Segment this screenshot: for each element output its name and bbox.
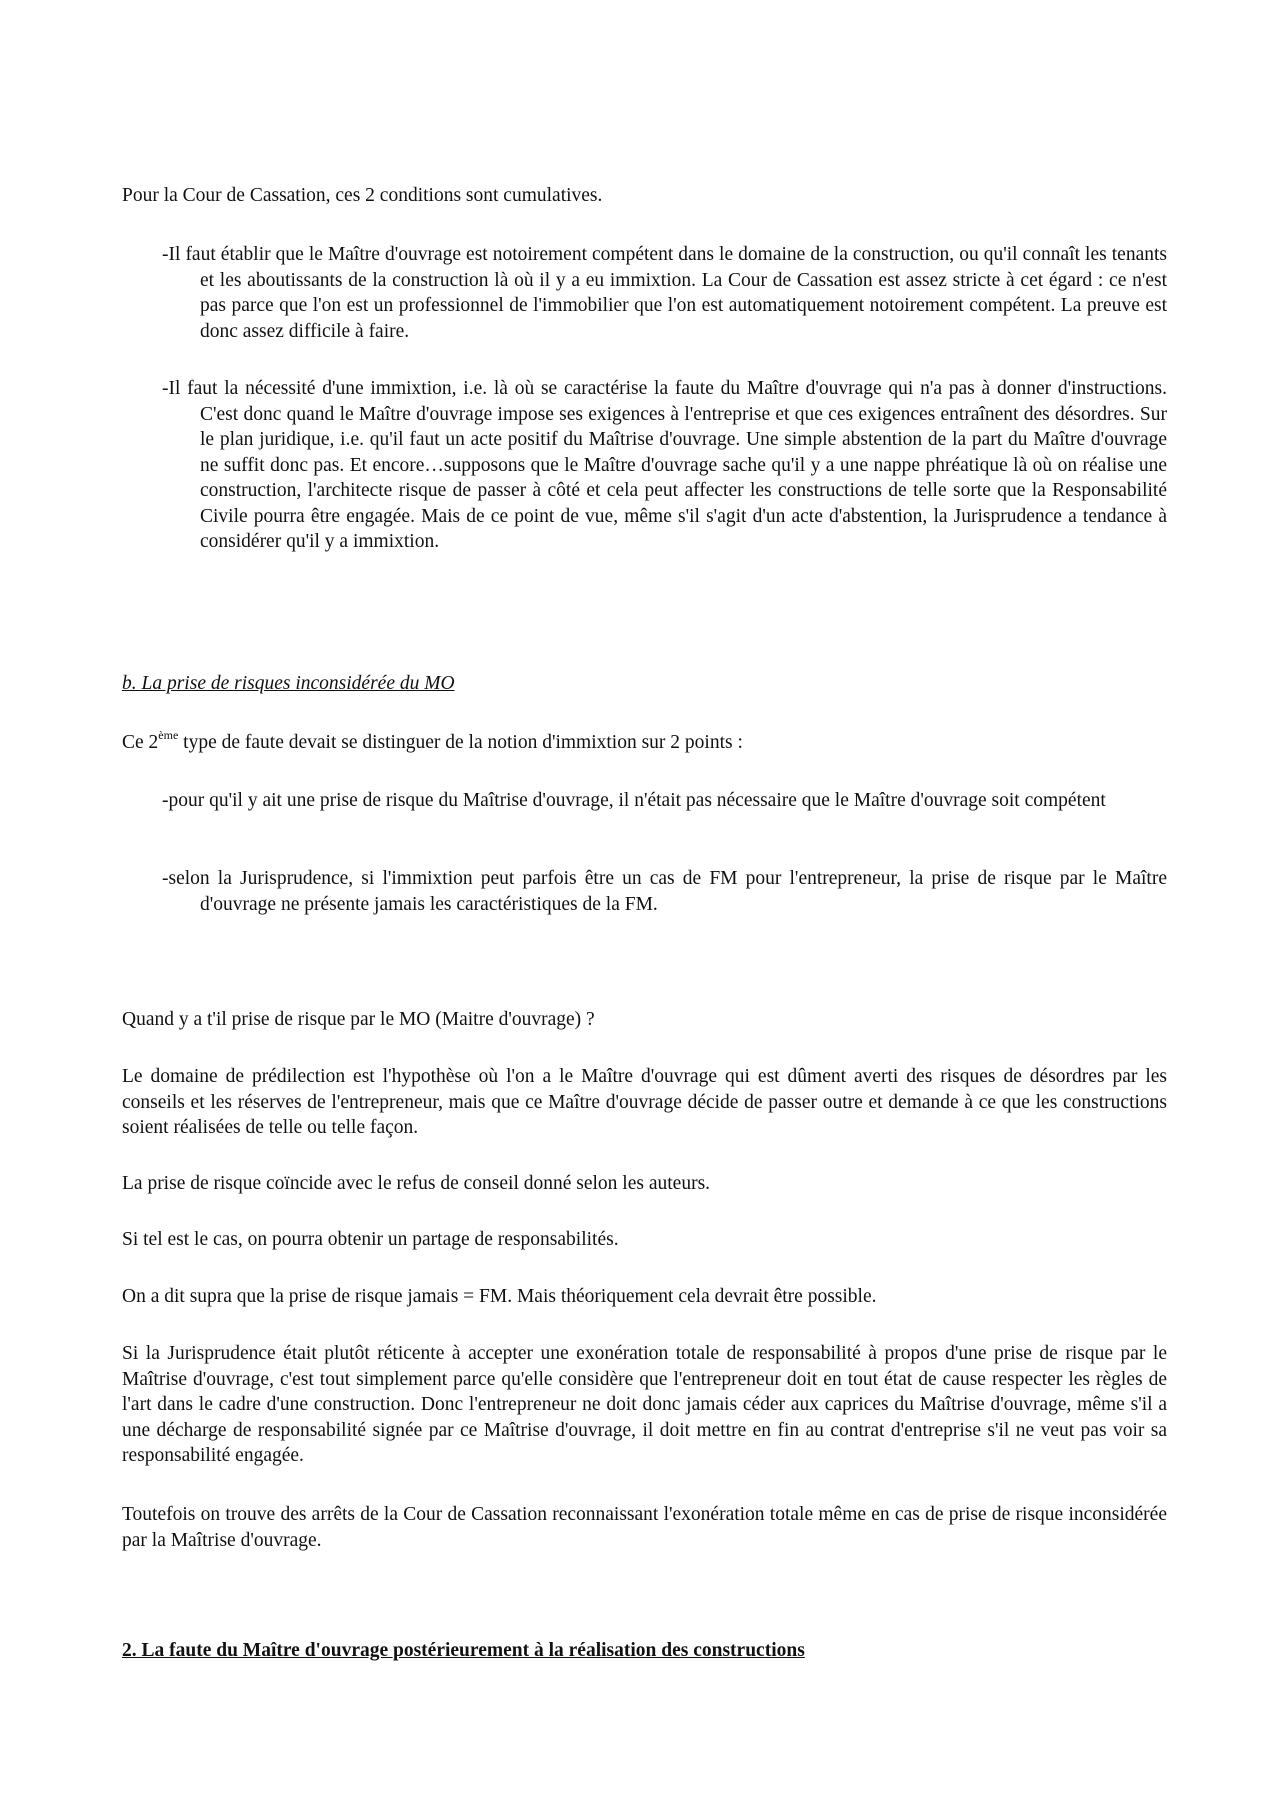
subheading-prise-de-risques: b. La prise de risques inconsidérée du MO — [122, 673, 455, 694]
paragraph-supra: On a dit supra que la prise de risque jamais = FM. Mais théoriquement cela devrait être possible. — [122, 1286, 877, 1307]
paragraph-domaine: Le domaine de prédilection est l'hypothèse où l'on a le Maître d'ouvrage qui est dûment averti des risques de désordres par les conseils et les réserves de l'entrepreneur, mais que ce Maître d'ouvrage décide de passer outre et demande à ce que les constructions soient réalisées de telle ou telle façon. — [122, 1066, 1167, 1138]
paragraph-toutefois: Toutefois on trouve des arrêts de la Cour de Cassation reconnaissant l'exonération totale même en cas de prise de risque inconsidérée par la Maîtrise d'ouvrage. — [122, 1504, 1167, 1551]
ordinal-superscript: ème — [158, 727, 179, 742]
paragraph-question: Quand y a t'il prise de risque par le MO (Maitre d'ouvrage) ? — [122, 1009, 595, 1030]
list-item-competence: -Il faut établir que le Maître d'ouvrage est notoirement compétent dans le domaine de la construction, ou qu'il connaît les tenants et les aboutissants de la construction là où il y a eu immixtion. La Cour de Cassation est assez stricte à cet égard : ce n'est pas parce que l'on est un professionnel de l'immobilier que l'on est automatiquement notoirement compétent. La preuve est donc assez difficile à faire. — [162, 244, 1167, 342]
paragraph-ce-2eme — [122, 727, 1167, 756]
paragraph-ce-2eme-start: Ce 2 — [122, 732, 159, 753]
paragraph-jurisprudence: Si la Jurisprudence était plutôt réticente à accepter une exonération totale de responsabilité à propos d'une prise de risque par le Maîtrise d'ouvrage, c'est tout simplement parce qu'elle considère que l'entrepreneur doit en tout état de cause respecter les règles de l'art dans le cadre d'une construction. Donc l'entrepreneur ne doit donc jamais céder aux caprices du Maîtrise d'ouvrage, même s'il a une décharge de responsabilité signée par ce Maîtrise d'ouvrage, il doit mettre en fin au contrat d'entreprise s'il ne veut pas voir sa responsabilité engagée. — [122, 1343, 1167, 1466]
list-item-pas-competent: -pour qu'il y ait une prise de risque du Maîtrise d'ouvrage, il n'était pas nécessaire que le Maître d'ouvrage soit compétent — [162, 790, 1106, 811]
section-heading-2: 2. La faute du Maître d'ouvrage postérieurement à la réalisation des constructions — [122, 1640, 805, 1661]
paragraph-ce-2eme-end: type de faute devait se distinguer de la notion d'immixtion sur 2 points : — [178, 732, 743, 753]
paragraph-partage: Si tel est le cas, on pourra obtenir un partage de responsabilités. — [122, 1229, 619, 1250]
list-item-immixtion: -Il faut la nécessité d'une immixtion, i.e. là où se caractérise la faute du Maître d'ouvrage qui n'a pas à donner d'instructions. C'est donc quand le Maître d'ouvrage impose ses exigences à l'entreprise et que ces exigences entraînent des désordres. Sur le plan juridique, i.e. qu'il faut un acte positif du Maîtrise d'ouvrage. Une simple abstention de la part du Maître d'ouvrage ne suffit donc pas. Et encore…supposons que le Maître d'ouvrage sache qu'il y a une nappe phréatique là où on réalise une construction, l'architecte risque de passer à côté et cela peut affecter les constructions de telle sorte que la Responsabilité Civile pourra être engagée. Mais de ce point de vue, même s'il s'agit d'un acte d'abstention, la Jurisprudence a tendance à considérer qu'il y a immixtion. — [162, 378, 1167, 552]
list-item-force-majeure: -selon la Jurisprudence, si l'immixtion peut parfois être un cas de FM pour l'entrepreneur, la prise de risque par le Maître d'ouvrage ne présente jamais les caractéristiques de la FM. — [162, 868, 1167, 915]
paragraph-prise-de-risque: La prise de risque coïncide avec le refus de conseil donné selon les auteurs. — [122, 1173, 711, 1194]
paragraph-intro: Pour la Cour de Cassation, ces 2 conditions sont cumulatives. — [122, 185, 603, 206]
